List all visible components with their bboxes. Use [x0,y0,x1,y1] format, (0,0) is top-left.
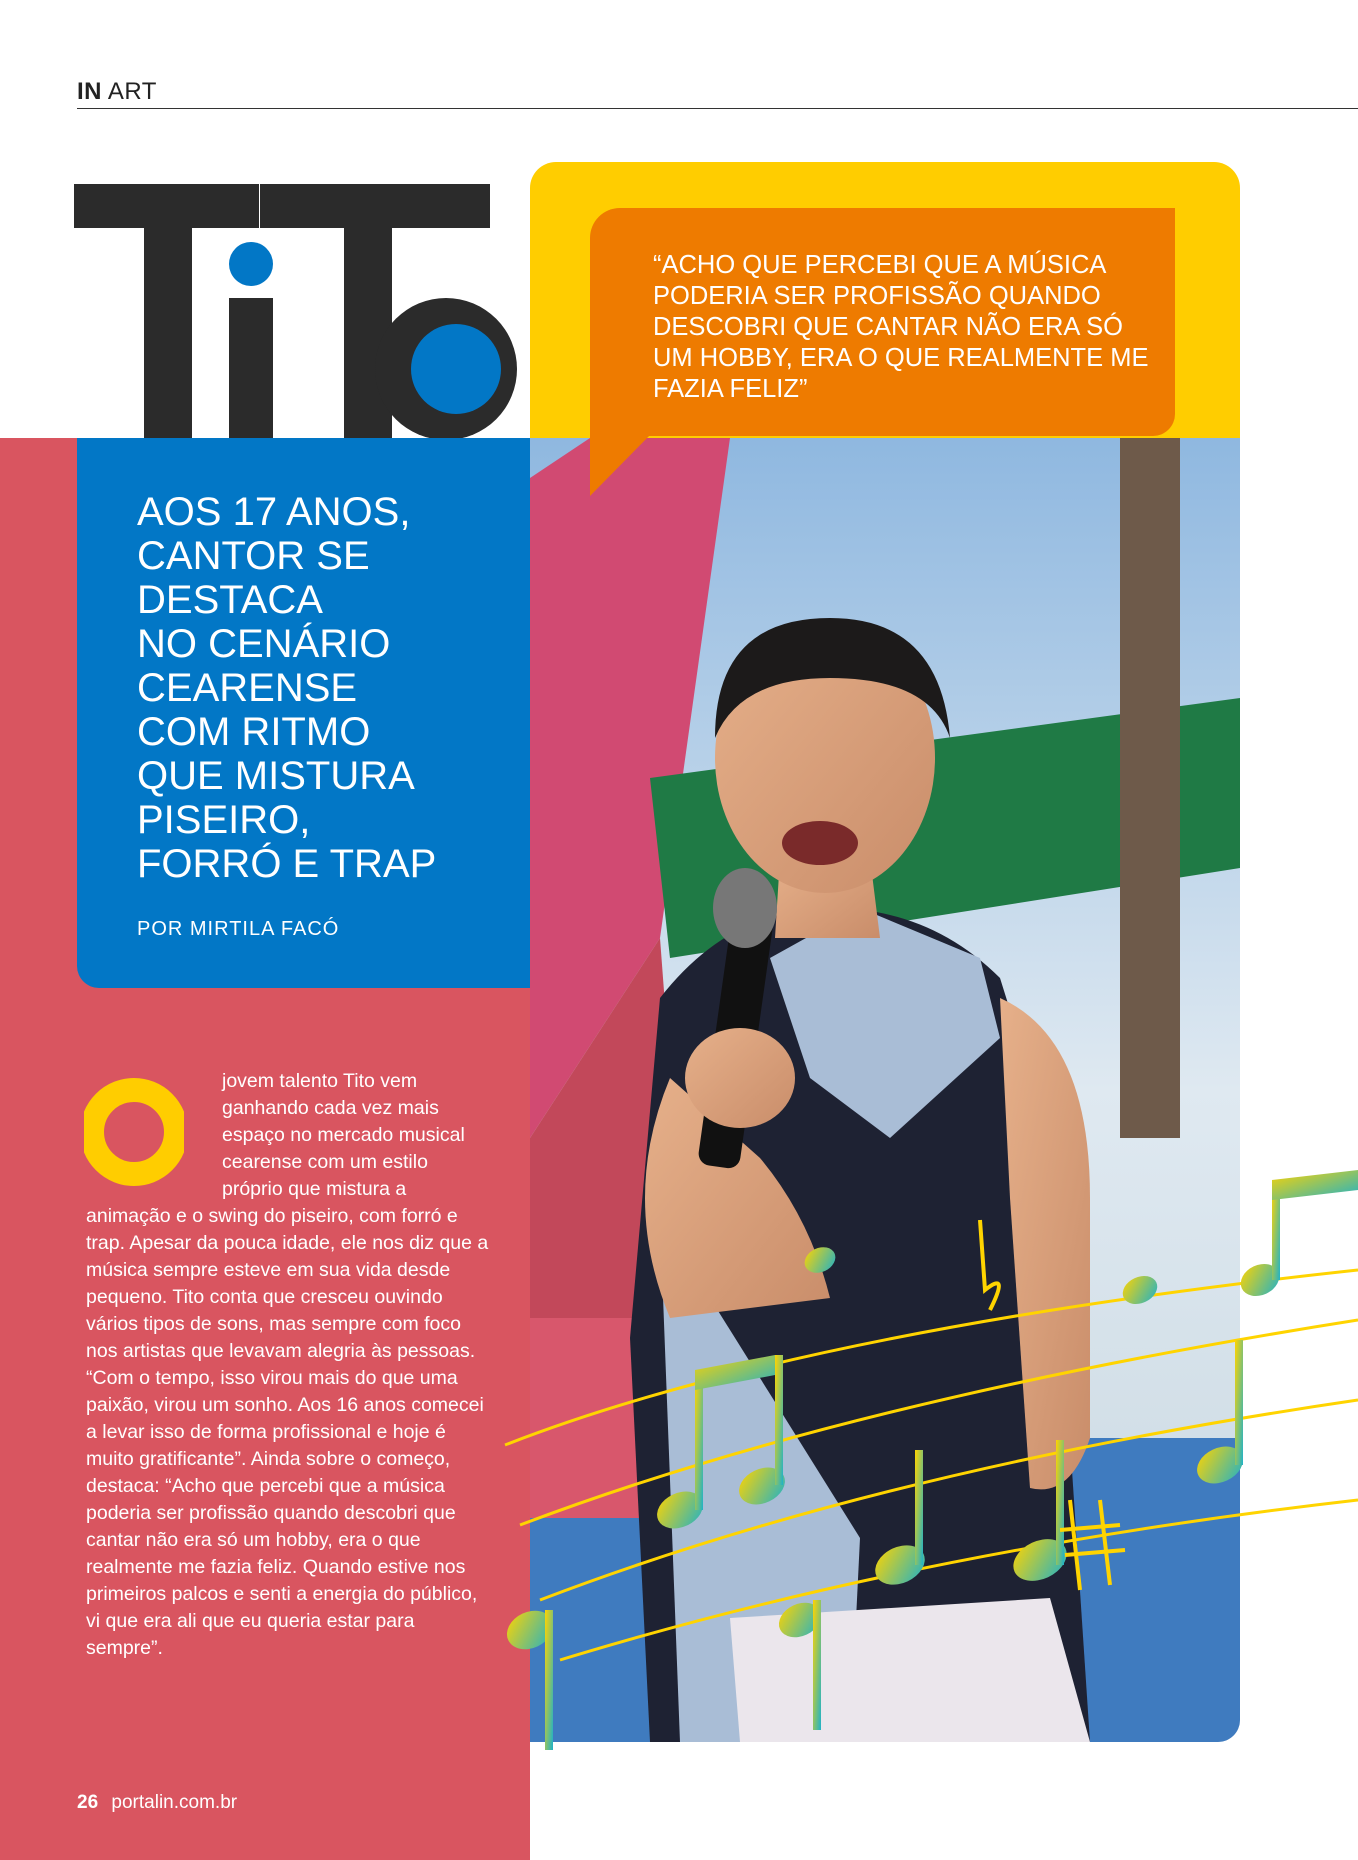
singer-photo [530,438,1240,1742]
section-label-strong: IN [77,78,102,105]
article-body [86,1068,492,1662]
byline: POR MIRTILA FACÓ [137,918,340,940]
headline: AOS 17 ANOS, CANTOR SE DESTACA NO CENÁRIO CEARENSE COM RITMO QUE MISTURA PISEIRO, FORRÓ E TRAP [137,490,437,886]
header-divider [77,108,1358,109]
site-url[interactable]: portalin.com.br [111,1792,238,1813]
pull-quote-text: “ACHO QUE PERCEBI QUE A MÚSICA PODERIA SER PROFISSÃO QUANDO DESCOBRI QUE CANTAR NÃO ERA SÓ UM HOBBY, ERA O QUE REALMENTE ME FAZIA FELIZ” [653,251,1149,403]
article-body-text: jovem talento Tito vem ganhando cada vez mais espaço no mercado musical cearense com um estilo próprio que mistura a animação e o swing do piseiro, com forró e trap. Apesar da pouca idade, ele nos diz que a música sempre esteve em sua vida desde pequeno. Tito conta que cresceu ouvindo vários tipos de sons, mas sempre com foco nos artistas que levavam alegria às pessoas. “Com o tempo, isso virou mais do que uma paixão, virou um sonho. Aos 16 anos comecei a levar isso de forma profissional e hoje é muito gratificante”. Ainda sobre o começo, destaca: “Acho que percebi que a música poderia ser profissão quando descobri que cantar não era só um hobby, era o que realmente me fazia feliz. Quando estive nos primeiros palcos e senti a energia do público, vi que era ali que eu queria estar para sempre”. [86,1070,489,1659]
footer [77,1792,237,1814]
section-label-rest: ART [107,78,157,105]
article-title [74,178,534,440]
page-number: 26 [77,1792,99,1813]
quote-bubble-tail [590,430,660,500]
drop-cap-spacer [86,1068,222,1196]
section-label [77,78,157,106]
